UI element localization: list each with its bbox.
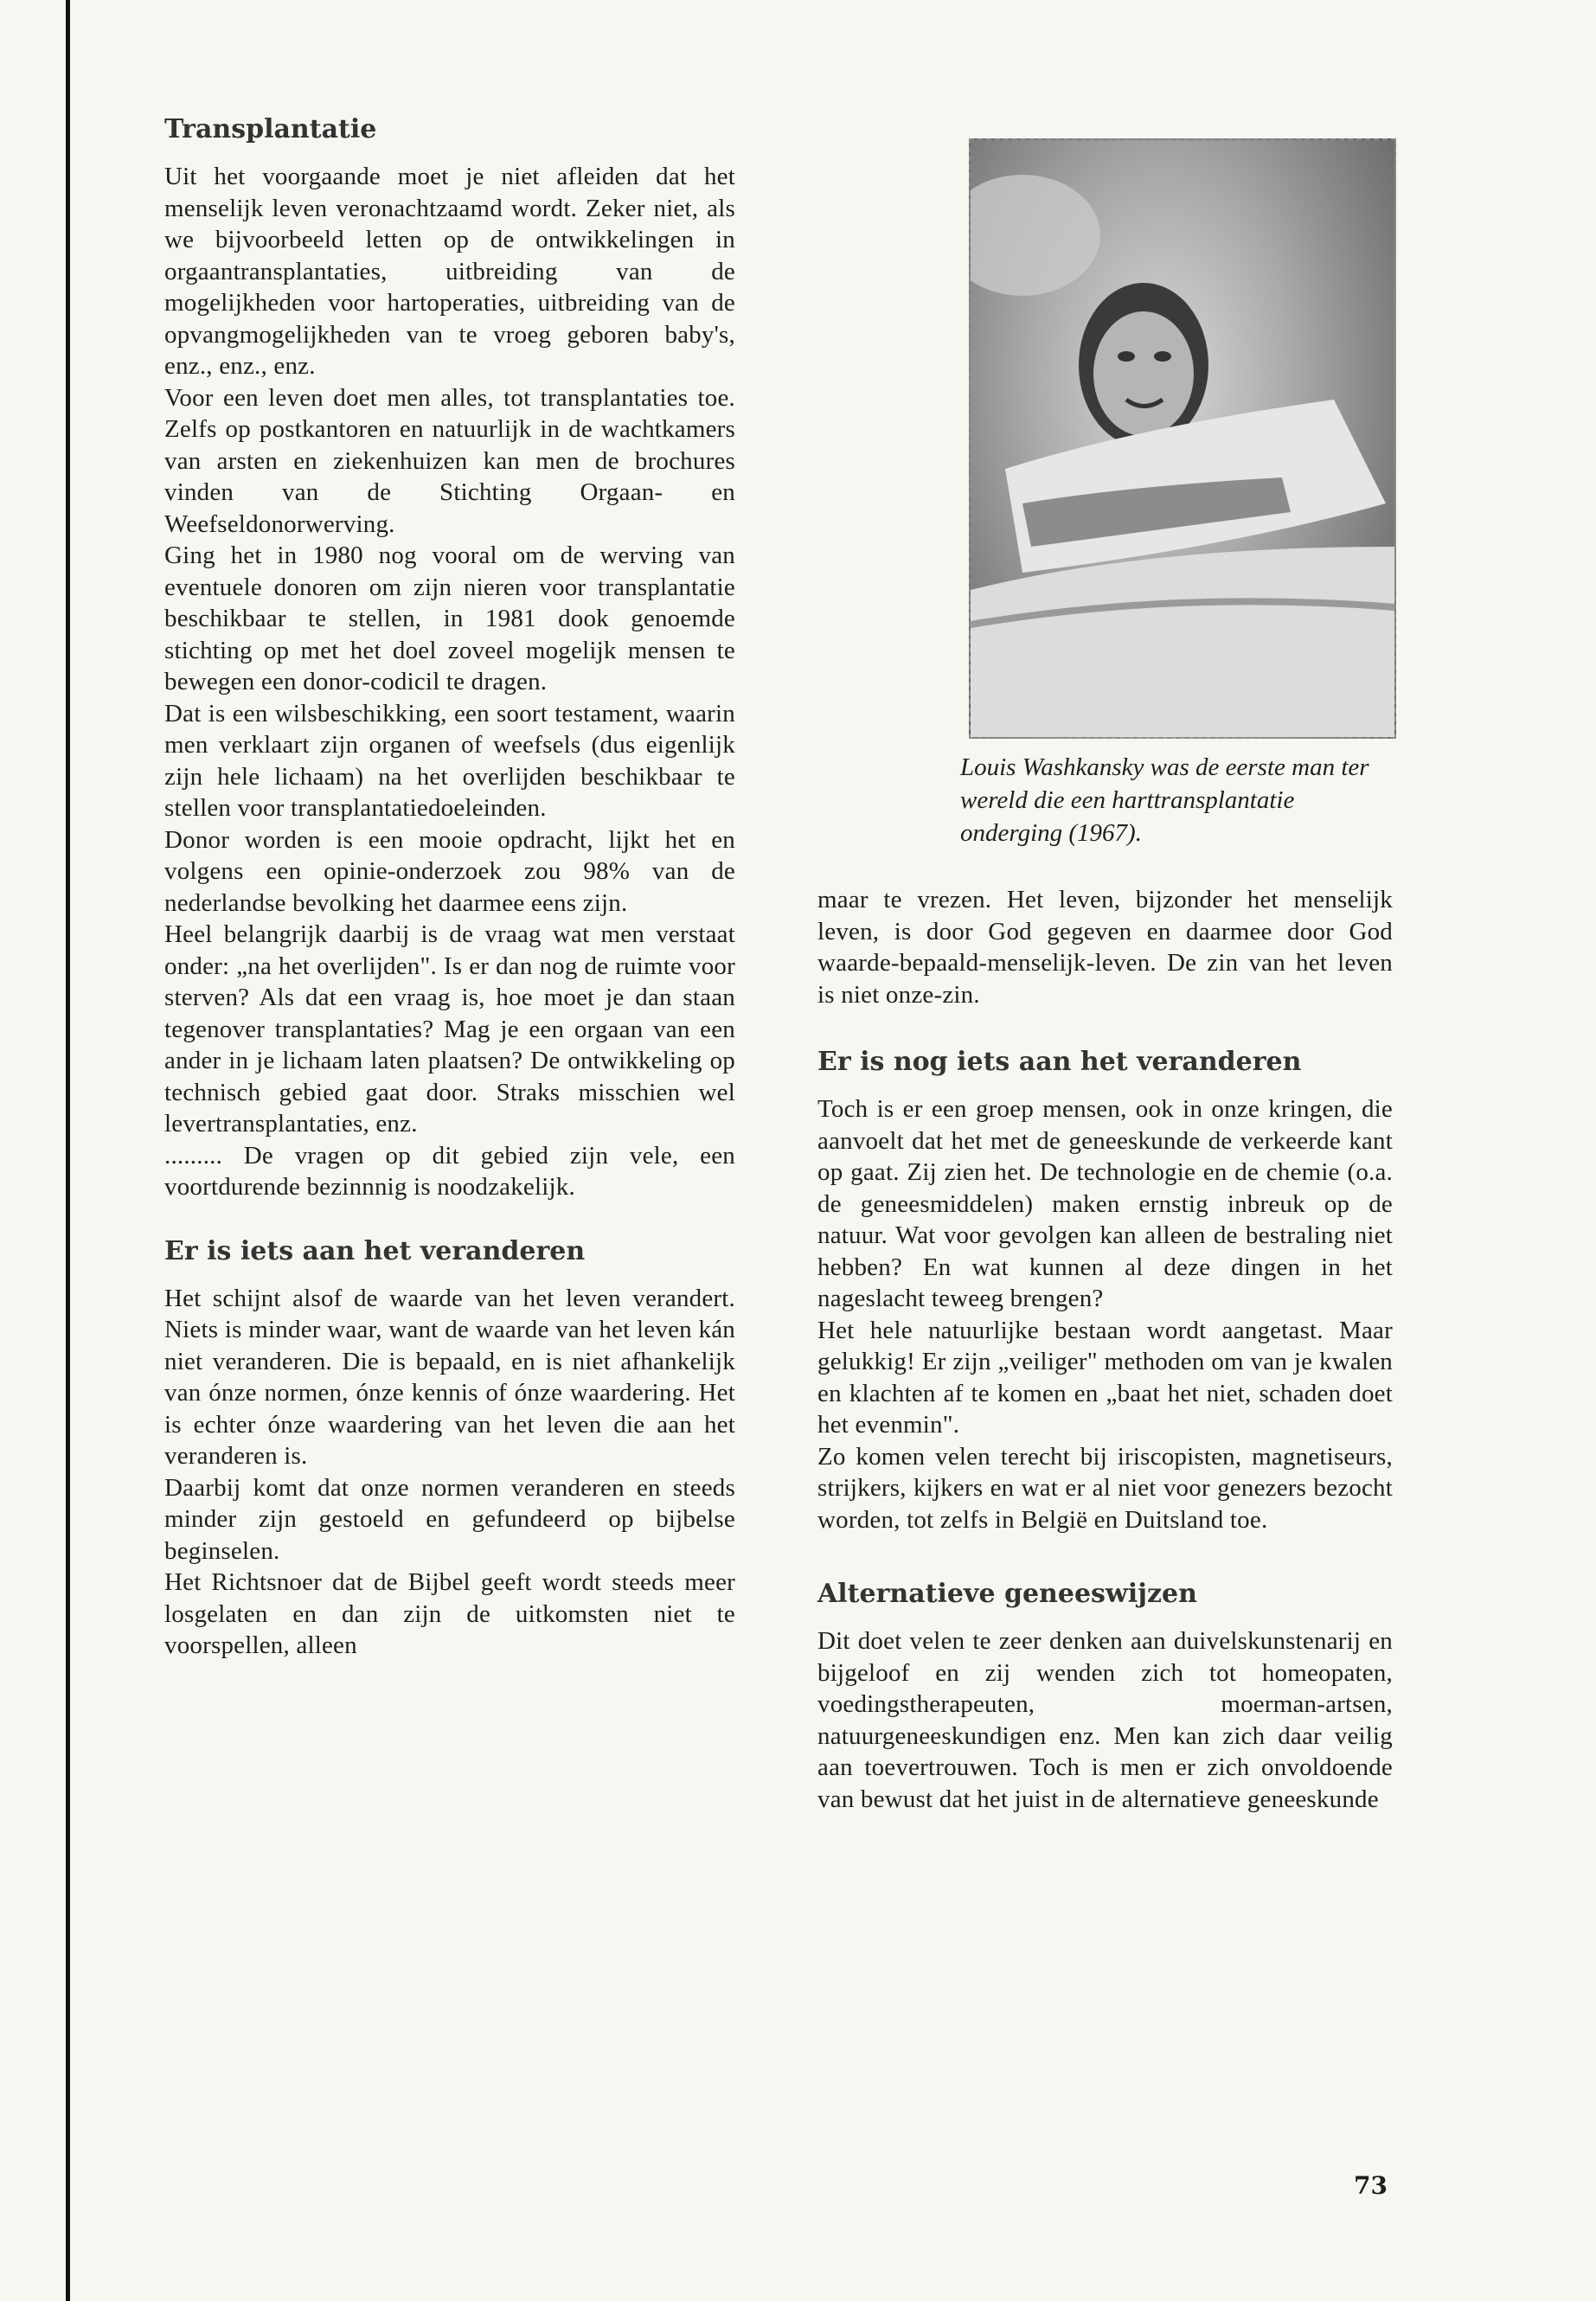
- photo-caption: Louis Washkansky was de eerste man ter wereld die een harttransplantatie onderging (1967).: [960, 753, 1369, 847]
- photograph: [969, 138, 1396, 739]
- heading-alternatieve-geneeswijzen: Alternatieve geneeswijzen: [817, 1579, 1197, 1609]
- paragraph-er-is-nog-iets-aan-het-veranderen: Toch is er een groep mensen, ook in onze kringen, die aanvoelt dat het met de geneeskunde de verkeerde kant op gaat. Zij zien het. De technologie en de chemie (o.a. de geneesmiddelen) maken ernstig inbreuk op de natuur. Wat voor gevolgen kan alleen de bestraling niet hebben? En wat kunnen al deze dingen in het nageslacht teweeg brengen? Het hele natuurlijke bestaan wordt aangetast. Maar gelukkig! Er zijn „veiliger" methoden om van je kwalen en klachten af te komen en „baat het niet, schaden doet het evenmin". Zo komen velen terecht bij iriscopisten, magnetiseurs, strijkers, kijkers en wat er al niet voor genezers bezocht worden, tot zelfs in België en Duitsland toe.: [817, 1095, 1393, 1534]
- paragraph-continuation: maar te vrezen. Het leven, bijzonder het menselijk leven, is door God gegeven en daarmee door God waarde-bepaald-menselijk-leven. De zin van het leven is niet onze-zin.: [817, 886, 1393, 1009]
- page-number: 73: [1354, 2171, 1388, 2200]
- photograph-patient-in-bed-icon: [971, 140, 1394, 737]
- left-column: [164, 112, 735, 1662]
- margin-rule: [66, 0, 70, 2301]
- heading-er-is-nog-iets-aan-het-veranderen: Er is nog iets aan het veranderen: [817, 1047, 1302, 1077]
- heading-transplantatie: Transplantatie: [164, 114, 377, 144]
- paragraph-er-is-iets-aan-het-veranderen: Het schijnt alsof de waarde van het leven verandert. Niets is minder waar, want de waarde van het leven kán niet veranderen. Die is bepaald, en is niet afhankelijk van ónze normen, ónze kennis of ónze waardering. Het is echter ónze waardering van het leven die aan het veranderen is. Daarbij komt dat onze normen veranderen en steeds minder zijn gestoeld en gefundeerd op bijbelse beginselen. Het Richtsnoer dat de Bijbel geeft wordt steeds meer losgelaten en dan zijn de uitkomsten niet te voorspellen, alleen: [164, 1284, 735, 1659]
- paragraph-alternatieve-geneeswijzen: Dit doet velen te zeer denken aan duivelskunstenarij en bijgeloof en zij wenden zich tot homeopaten, voedingstherapeuten, moerman-artsen, natuurgeneeskundigen enz. Men kan zich daar veilig aan toevertrouwen. Toch is men er zich onvoldoende van bewust dat het juist in de alternatieve geneeskunde: [817, 1627, 1393, 1813]
- heading-er-is-iets-aan-het-veranderen: Er is iets aan het veranderen: [164, 1235, 586, 1266]
- right-column: [817, 121, 1393, 1815]
- paragraph-transplantatie: Uit het voorgaande moet je niet afleiden dat het menselijk leven veronachtzaamd wordt. Zeker niet, als we bijvoorbeeld letten op de ontwikkelingen in orgaantransplantaties, uitbreiding van de mogelijkheden voor hartoperaties, uitbreiding van de opvangmogelijkheden van te vroeg geboren baby's, enz., enz., enz. Voor een leven doet men alles, tot transplantaties toe. Zelfs op postkantoren en natuurlijk in de wachtkamers van arsten en ziekenhuizen kan men de brochures vinden van de Stichting Orgaan- en Weefseldonorwerving. Ging het in 1980 nog vooral om de werving van eventuele donoren om zijn nieren voor transplantatie beschikbaar te stellen, in 1981 dook genoemde stichting op met het doel zoveel mogelijk mensen te bewegen een donor-codicil te dragen. Dat is een wilsbeschikking, een soort testament, waarin men verklaart zijn organen of weefsels (dus eigenlijk zijn hele lichaam) na het overlijden beschikbaar te stellen voor transplantatiedoeleinden. Donor worden is een mooie opdracht, lijkt het en volgens een opinie-onderzoek zou 98% van de nederlandse bevolking het daarmee eens zijn. Heel belangrijk daarbij is de vraag wat men verstaat onder: „na het overlijden". Is er dan nog de ruimte voor sterven? Als dat een vraag is, hoe moet je dan staan tegenover transplantaties? Mag je een orgaan van een ander in je lichaam laten plaatsen? De ontwikkeling op technisch gebied gaat door. Straks misschien wel levertransplantaties, enz. ......... De vragen op dit gebied zijn vele, een voortdurende bezinnnig is noodzakelijk.: [164, 163, 735, 1201]
